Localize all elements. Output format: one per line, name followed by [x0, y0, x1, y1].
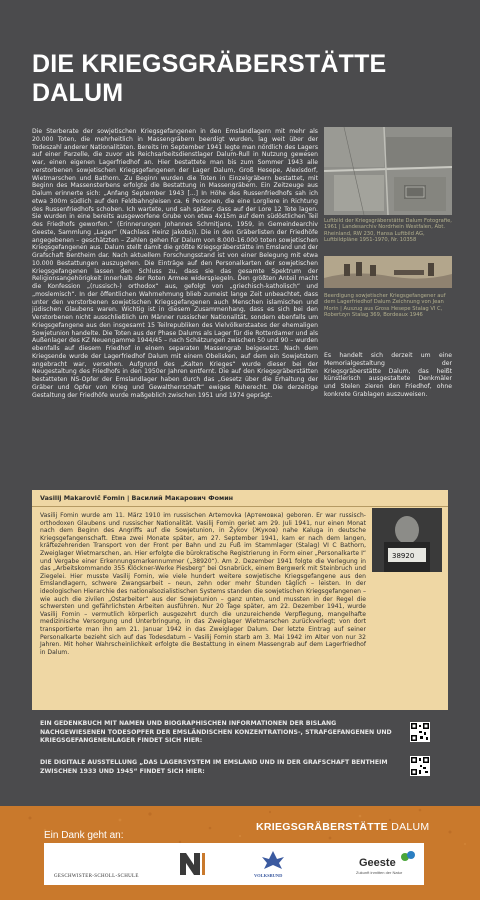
memorial-book-note: EIN GEDENKBUCH MIT NAMEN UND BIOGRAPHISCHEN INFORMATIONEN DER BISLANG NACHGEWIESENEN TODESOPFER DER EMSLÄNDISCHEN KONZENTRATIONS-, STRAFGEFANGENEN UND KRIEGSGEFANGENENLAGER FINDET SICH HIER:	[40, 720, 392, 745]
burial-drawing-image	[324, 256, 452, 288]
biography-divider	[32, 506, 448, 507]
biography-heading: Vasilij Makarovič Fomin | Василий Макарович Фомин	[40, 494, 234, 502]
burial-drawing-caption: Beerdigung sowjetischer Kriegsgefangener auf dem Lagerfriedhof Dalum Zeichnung von Jean Morin | Auszug aus Gross Hesepe Stalag VI C, Robertzyn Stalag 369, Bordeaux 1946	[324, 293, 446, 318]
footer-brand-bold: KRIEGSGRÄBERSTÄTTE	[256, 821, 388, 833]
aerial-photo	[324, 127, 452, 215]
museum-logo-icon	[176, 849, 210, 879]
footer-brand-light: DALUM	[388, 821, 430, 833]
geeste-leaf-icon	[400, 849, 416, 863]
digital-exhibition-note: DIE DIGITALE AUSSTELLUNG „DAS LAGERSYSTEM IM EMSLAND UND IN DER GRAFSCHAFT BENTHEIM ZWISCHEN 1933 UND 1945“ FINDET SICH HIER:	[40, 759, 388, 775]
aerial-photo-caption: Luftbild der Kriegsgräberstätte Dalum Fotografie, 1961 | Landesarchiv Nordrhein Westfalen, Abt. Rheinland, RW 230, Hansa Luftbild AG, Luftbildpläne 1951-1970, Nr. 10358	[324, 218, 452, 243]
sponsor-geeste: Geeste	[359, 857, 396, 869]
svg-text:38920: 38920	[392, 552, 415, 560]
main-text: Die Sterberate der sowjetischen Kriegsgefangenen in den Emslandlagern mit mehr als 20.000 Toten, die mehrheitlich in Massengräbern beerdigt wurden, lag weit über der Todeszahl anderer Nationalitäten. Bereits im September 1941 legte man nördlich des Lagers auf einer Parzelle, die zuvor als Reichsarbeitsdienstlager Dalum-Rull in Nutzung gewesen war, einen eigenen Lagerfriedhof an. Hier bestattete man bis zum Sommer 1943 alle verstorbenen sowjetischen Kriegsgefangenen der Lager Dalum, Groß Hesepe, Alexisdorf, Wietmarschen und Bathorn. Zu Beginn wurden die Toten in Einzelgräbern bestattet, mit Beginn des Massensterbens erfolgte die Bestattung in Massengräbern. Ein Zeitzeuge aus Dalum erinnerte sich: „Anfang September 1943 [...] In Höhe des Russenfriedhofs sah ich etwa 300m südlich auf den Feldbahngleisen ca. 6 Personen, die eine Lorgliere in Richtung des Russenfriedhofs schoben. Ich wartete, und sah später, dass auf der Lore 12 Tote lagen. Sie wurden in eine bereits ausgeworfene Grube von etwa 4x15m auf dem südöstlichen Teil des Friedhofs geworfen.“ (Erinnerungen Johannes Schmitjans, 1959, in Gemeindearchiv Geeste, Sammlung „Lager“ (Nachlass Heinz Jakobs)). Die in den Gräberlisten der Friedhöfe angegebenen – geschätzten – Zahlen gehen für Dalum von 8.000-16.000 toten sowjetischen Kriegsgefangenen aus. Dalum stellt damit die größte Kriegsgräberstätte im Emsland und der Grafschaft Bentheim dar. Nach aktuellem Forschungsstand ist von einer Belegung mit etwa 10.000 Bestattungen auszugehen. Die Einträge auf den Personalkarten der sowjetischen Kriegsgefangenen lassen den Schluss zu, dass sie das gesamte Spektrum der Religionsangehörigkeit innerhalb der Roten Armee widerspiegeln. Den größten Anteil macht die Konfession „(russisch-) orthodox“ aus, gefolgt von „griechisch-katholisch“ und „moslemisch“. In der öffentlichen Wahrnehmung blieb zumeist lange Zeit unbeachtet, dass unter den verstorbenen sowjetischen Kriegsgefangenen auch Menschen islamischen und jüdischen Glaubens waren. Wichtig ist in diesem Zusammenhang, dass es sich bei den Verstorbenen nicht ausschließlich um Männer russischer Nationalität, sondern ebenfalls um Kriegsgefangene aus den insgesamt 15 Teilrepubliken des Vielvölkerstaates der ehemaligen Sowjetunion handelte. Die Toten aus der Phase Dalums als Lager für die Rotterdamer und als Außenlager des KZ Neuengamme 1944/45 – nach Schätzungen zwischen 50 und 90 – wurden ebenfalls auf diesem Friedhof in einem separaten Massengrab beigesetzt. Nach dem Kriegsende wurde der Lagerfriedhof Dalum mit einem Obelisken, auf dem ein Sowjetstern angebracht war, versehen. Aufgrund des „Kalten Krieges“ wurde dieser bei der Neugestaltung des Friedhofs in den 1950er Jahren entfernt. Die auf den Kriegsgräberstätten bestatteten NS-Opfer der Emslandlager haben durch das „Gesetz über die Erhaltung der Gräber und Opfer von Krieg und Gewaltherrschaft“ ewiges Ruherecht. Die derzeitige Gestaltung der Friedhöfe wurde maßgeblich zwischen 1951 und 1974 geprägt.	[32, 128, 318, 399]
sponsor-bar	[44, 843, 424, 885]
page-title: DIE KRIEGSGRÄBERSTÄTTE DALUM	[32, 50, 387, 107]
thanks-label: Ein Dank geht an:	[44, 830, 124, 841]
biography-text: Vasilij Fomin wurde am 11. März 1910 im russischen Artemovka (Артемовка) geboren. Er war russisch-orthodoxen Glaubens und russischer Nationalität. Vasilij Fomin geriet am 29. Juli 1941, nur einen Monat nach dem Beginn des Angriffs auf die Sowjetunion, in Žykov (Жуков) nahe Kaluga in deutsche Kriegsgefangenschaft. Etwa zwei Monate später, am 27. September 1941, kam er nach dem langen, kräftezehrenden Transport von der Front per Bahn und zu Fuß im Stammlager (Stalag) VI C Bathorn, Zweiglager Wietmarschen, an. Hier erfolgte die bürokratische Registrierung in Form einer „Personalkarte I“ und Vergabe einer Erkennungsmarkennummer („38920“). Am 2. Dezember 1941 folgte die Verlegung in das „Arbeitskommando 355 Klöckner-Werke Piesberg“ bei Osnabrück, einem Bergwerk mit Steinbruch und Ziegelei. Hier musste Vasilij Fomin, wie viele hundert weitere sowjetische Kriegsgefangene aus den Emslandlagern, schwere Zwangsarbeit – neun, zehn oder mehr Stunden täglich – leisten. In der ideologischen Hierarchie des nationalsozialistischen Systems standen die sowjetischen Kriegsgefangenen – wie auch die zivilen „Ostarbeiter“ aus der Sowjetunion – ganz unten, und mussten in der Regel die schwersten und gefährlichsten Arbeiten ausführen. Nur 20 Tage später, am 22. Dezember 1941, wurde Vasilij Fomin – vermutlich körperlich ausgezehrt durch die unzureichende Verpflegung, mangelhafte medizinische Versorgung und Unterbringung, in das Zweiglager Wietmarschen zurückverlegt; von dort transportierte man ihn am 21. Januar 1942 in das Zweiglager Dalum. Der letzte Eintrag auf seiner Personalkarte bezieht sich auf das Todesdatum – Vasilij Fomin starb am 3. Mai 1942 im Alter von nur 32 Jahren. Mit hoher Wahrscheinlichkeit erfolgte die Bestattung in einem Massengrab auf dem Lagerfriedhof in Dalum.	[40, 512, 366, 656]
portrait-photo	[372, 508, 442, 572]
sponsor-school: GESCHWISTER-SCHOLL-SCHULE	[54, 874, 139, 879]
sponsor-volksbund: VOLKSBUND	[254, 873, 283, 878]
sponsor-geeste-tagline: Zukunft inmitten der Natur	[356, 870, 403, 875]
footer-brand	[256, 821, 429, 833]
volksbund-logo-icon	[260, 849, 286, 871]
qr-code-digital-exhibition[interactable]	[410, 756, 430, 776]
side-text: Es handelt sich derzeit um eine Memorialgestaltung der Kriegsgräberstätte Dalum, das heißt künstlerisch ausgestaltete Denkmäler und Stelen zieren den Friedhof, ohne konkrete Grablagen auszuweisen.	[324, 352, 452, 398]
biography-box	[32, 490, 448, 710]
qr-code-memorial-book[interactable]	[410, 722, 430, 742]
